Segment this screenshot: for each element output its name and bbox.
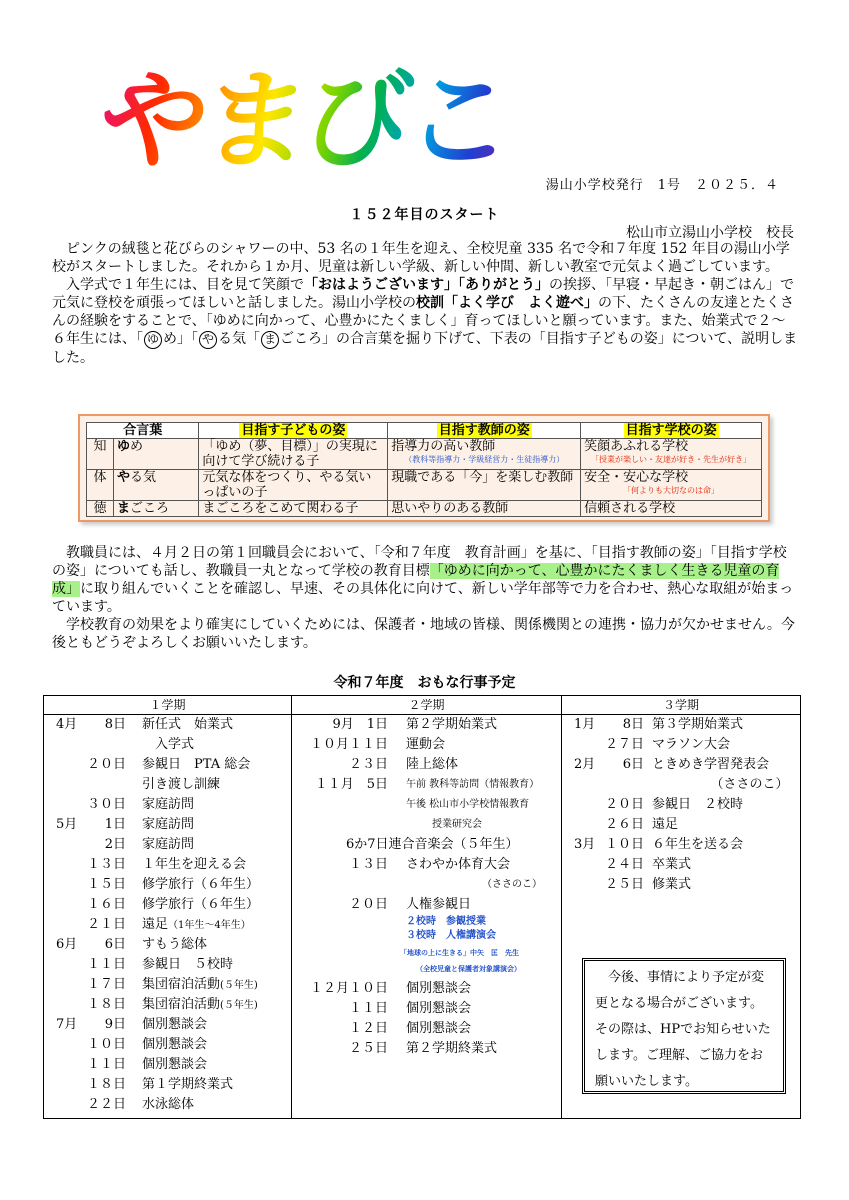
- event-row: [44, 995, 291, 1015]
- event-text: （全校児童と保護者対象講演会）: [416, 965, 521, 973]
- article-title: １５２年目のスタート: [349, 207, 500, 223]
- event-text: （ささのこ）: [652, 777, 789, 792]
- event-text: 個別懇談会: [142, 1057, 208, 1072]
- term1-column: [44, 696, 292, 1118]
- paragraph-2: [52, 276, 798, 367]
- event-text: ２校時 参観授業: [406, 916, 486, 927]
- event-row: [44, 815, 291, 835]
- event-row: [292, 999, 561, 1019]
- event-text: 個別懇談会: [406, 1021, 472, 1036]
- event-row: [292, 895, 561, 915]
- event-date: 9日: [104, 1017, 126, 1032]
- event-row: [292, 735, 561, 755]
- event-text: 運動会: [406, 737, 446, 752]
- goals-row-word: [113, 439, 198, 470]
- event-date: 9月 1日: [332, 717, 388, 732]
- event-month: 7月: [56, 1017, 78, 1032]
- event-text-main: 集団宿泊活動: [142, 977, 221, 992]
- event-month: 6月: [56, 937, 78, 952]
- event-row: [44, 895, 291, 915]
- issue-line: 湯山小学校発行 1号 ２０２５．４: [545, 178, 779, 193]
- goals-row-school: 信頼される学校: [581, 501, 762, 517]
- event-text: [142, 915, 251, 936]
- circled-char-ma: ま: [261, 331, 279, 349]
- event-text: 家庭訪問: [142, 837, 195, 852]
- event-text: 引き渡し訓練: [142, 777, 221, 792]
- event-row: [292, 875, 561, 895]
- event-row: [562, 815, 800, 835]
- event-row: [44, 1055, 291, 1075]
- goals-header-watchword: 合言葉: [87, 423, 199, 439]
- event-text: 修業式: [652, 877, 692, 892]
- event-row: [292, 1019, 561, 1039]
- event-row: [292, 795, 561, 815]
- goals-header-child-label: 目指す子どもの姿: [241, 423, 346, 438]
- term1-list: [44, 715, 291, 1115]
- p3-text-a: 教職員には、４月２日の第１回職員会において、「令和７年度 教育計画」を基に、「目指す教師の姿」「目指す学校の姿」についても話し、教職員一丸となって学校の教育目標: [52, 545, 787, 579]
- event-text: 個別懇談会: [142, 1037, 208, 1052]
- event-date: １１日: [86, 1057, 126, 1072]
- term3-column: [562, 696, 800, 1118]
- event-month: 5月: [56, 817, 78, 832]
- event-row: [292, 715, 561, 735]
- event-date: １１日: [86, 957, 126, 972]
- event-date: ２３日: [348, 757, 388, 772]
- event-date: １３日: [348, 857, 388, 872]
- event-date: ２６日: [604, 817, 644, 832]
- event-row: [292, 1039, 561, 1059]
- goals-table: [86, 422, 762, 517]
- event-row: [44, 1095, 291, 1115]
- circled-char-ya: や: [199, 331, 217, 349]
- event-date: 6日: [104, 937, 126, 952]
- event-row: [562, 715, 800, 735]
- event-row: [44, 935, 291, 955]
- event-text: 参観日 PTA 総会: [142, 757, 251, 772]
- event-row: [44, 735, 291, 755]
- event-date: １５日: [86, 877, 126, 892]
- event-text: 第２学期終業式: [406, 1041, 498, 1056]
- event-row: [44, 835, 291, 855]
- notice-box: [582, 958, 786, 1094]
- event-month: 2月: [574, 757, 596, 772]
- event-date: １０日: [604, 837, 644, 852]
- event-text-note: (５年生): [220, 980, 258, 991]
- term2-column: [292, 696, 562, 1118]
- event-date: 2日: [104, 837, 126, 852]
- goals-school-text: 笑顔あふれる学校: [584, 439, 689, 454]
- event-text: 授業研究会: [432, 819, 482, 830]
- event-text: 参観日 ５校時: [142, 957, 234, 972]
- schedule-title: 令和７年度 おもな行事予定: [333, 675, 516, 691]
- goals-row-word: [113, 501, 198, 517]
- goals-row-school: [581, 470, 762, 501]
- event-text: （ささのこ）: [482, 879, 542, 890]
- paragraph-3: [52, 544, 798, 616]
- goals-word-bold: ゆ: [116, 439, 130, 454]
- goals-row-school: [581, 439, 762, 470]
- goals-school-sub: 「何よりも大切なのは命」: [623, 486, 720, 495]
- goals-header-child: [199, 423, 388, 439]
- event-date: ３０日: [86, 797, 126, 812]
- goals-row-kanji: 徳: [87, 501, 114, 517]
- event-text: １年生を迎える会: [142, 857, 247, 872]
- event-row: [44, 975, 291, 995]
- event-text: 修学旅行（６年生）: [142, 877, 260, 892]
- schedule-table: [43, 695, 801, 1119]
- event-row: [562, 775, 800, 795]
- school-motto: 校訓「よく学び よく遊べ」: [416, 295, 598, 311]
- goals-header-school: [581, 423, 762, 439]
- event-date: ２７日: [604, 737, 644, 752]
- goals-row-child: 元気な体をつくり、やる気いっぱいの子: [199, 470, 388, 501]
- circled-char-yu: ゆ: [144, 331, 162, 349]
- event-text-main: 遠足: [142, 917, 169, 932]
- goals-word-rest: め: [129, 439, 143, 454]
- event-date: １１日: [348, 1001, 388, 1016]
- event-row: [292, 835, 561, 855]
- event-row: [44, 855, 291, 875]
- event-row: [562, 835, 800, 855]
- masthead-logo: やまびこ: [94, 62, 527, 182]
- event-date: １２日: [348, 1021, 388, 1036]
- event-date: １６日: [86, 897, 126, 912]
- event-row: [562, 755, 800, 775]
- event-row: [292, 979, 561, 999]
- event-row: [292, 855, 561, 875]
- goals-row-child: まごころをこめて関わる子: [199, 501, 388, 517]
- event-text: ６年生を送る会: [652, 837, 744, 852]
- event-date: １１月 5日: [314, 777, 388, 792]
- event-row: [292, 775, 561, 795]
- event-text: 家庭訪問: [142, 797, 195, 812]
- event-row: [562, 735, 800, 755]
- goals-word-bold: ま: [116, 501, 130, 516]
- goals-header-school-label: 目指す学校の姿: [625, 423, 717, 438]
- event-text: 6か7日連合音楽会（５年生）: [346, 837, 519, 852]
- event-text: 午後 松山市小学校情報教育: [406, 799, 530, 810]
- event-date: ２０日: [348, 897, 388, 912]
- article-author: 松山市立湯山小学校 校長: [626, 225, 794, 241]
- goals-row: [87, 439, 762, 470]
- event-text: 個別懇談会: [406, 1001, 472, 1016]
- event-date: ２５日: [348, 1041, 388, 1056]
- event-text: 個別懇談会: [406, 981, 472, 996]
- term1-header: １学期: [44, 696, 291, 715]
- p2-text-h: ごころ」の合言葉を掘り下げて、下表の「目指す子どもの姿」について、説明しました。: [52, 331, 798, 366]
- event-date: １３日: [86, 857, 126, 872]
- event-row: [44, 915, 291, 935]
- goals-teacher-sub: （教科等指導力・学級経営力・生徒指導力）: [404, 455, 565, 464]
- event-row: [44, 1075, 291, 1095]
- event-date: １８日: [86, 1077, 126, 1092]
- event-text: 第２学期始業式: [406, 717, 498, 732]
- event-row: [44, 755, 291, 775]
- goals-row-kanji: 知: [87, 439, 114, 470]
- p2-text-g: る気「: [218, 331, 260, 347]
- event-text: 人権参観日: [406, 897, 472, 912]
- goals-word-rest: ごころ: [129, 501, 169, 516]
- event-row: [562, 855, 800, 875]
- event-row: [44, 775, 291, 795]
- event-month: 4月: [56, 717, 78, 732]
- event-row: [44, 1015, 291, 1035]
- event-row: [44, 875, 291, 895]
- event-row: [562, 795, 800, 815]
- event-text: 第１学期終業式: [142, 1077, 234, 1092]
- goals-teacher-text: 指導力の高い教師: [391, 439, 496, 454]
- goals-header-row: [87, 423, 762, 439]
- event-text: 午前 教科等訪問（情報教育）: [406, 779, 540, 790]
- event-month: 1月: [574, 717, 596, 732]
- event-date: 8日: [622, 717, 644, 732]
- event-row: [292, 961, 561, 979]
- event-text: [142, 975, 258, 996]
- event-text: 第３学期始業式: [652, 717, 744, 732]
- greeting-emphasis: 「おはようございます」「ありがとう」: [304, 277, 549, 293]
- event-row: [44, 955, 291, 975]
- event-text-note: （1年生～4年生）: [168, 920, 251, 931]
- event-row: [292, 815, 561, 835]
- goals-word-rest: る気: [129, 470, 156, 485]
- goals-row-kanji: 体: [87, 470, 114, 501]
- event-row: [292, 755, 561, 775]
- event-text: 参観日 ２校時: [652, 797, 744, 812]
- event-text: ３校時 人権講演会: [406, 930, 496, 941]
- goals-row: [87, 470, 762, 501]
- goals-header-teacher: [388, 423, 581, 439]
- goals-school-text: 安全・安心な学校: [584, 470, 689, 485]
- event-date: １２月１０日: [309, 981, 388, 996]
- event-text: さわやか体育大会: [406, 857, 511, 872]
- event-row: [292, 929, 561, 945]
- goals-row-teacher: 現職である「今」を楽しむ教師: [388, 470, 581, 501]
- event-month: 3月: [574, 837, 596, 852]
- event-date: １０日: [86, 1037, 126, 1052]
- goals-header-teacher-label: 目指す教師の姿: [438, 423, 530, 438]
- event-date: ２０日: [604, 797, 644, 812]
- p3-text-c: に取り組んでいくことを確認し、早速、その具体化に向けて、新しい学年部等で力を合わせ、熱心な取組が始まっています。: [52, 581, 794, 615]
- event-date: １８日: [86, 997, 126, 1012]
- event-date: ２５日: [604, 877, 644, 892]
- event-date: 6日: [622, 757, 644, 772]
- event-row: [562, 875, 800, 895]
- goals-school-sub: 「授業が楽しい・友達が好き・先生が好き」: [591, 455, 752, 464]
- event-date: 8日: [104, 717, 126, 732]
- term3-list: [562, 715, 800, 895]
- paragraph-4: 学校教育の効果をより確実にしていくためには、保護者・地域の皆様、関係機関との連携・協力が欠かせません。今後ともどうぞよろしくお願いいたします。: [52, 617, 795, 651]
- notice-text: 今後、事情により予定が変更となる場合がございます。その際は、HPでお知らせいたします。ご理解、ご協力をお願いいたします。: [595, 970, 771, 1089]
- event-row: [44, 715, 291, 735]
- event-text: ときめき学習発表会: [652, 757, 770, 772]
- article-intro: [52, 240, 798, 367]
- event-text: 入学式: [142, 737, 195, 752]
- p2-text-f: め」「: [163, 331, 198, 347]
- event-row: [292, 915, 561, 929]
- event-text: [142, 995, 258, 1016]
- goals-row-teacher: [388, 439, 581, 470]
- event-date: ２１日: [86, 917, 126, 932]
- event-text: 「地球の上に生きる」中矢 匡 先生: [400, 949, 519, 957]
- event-date: ２２日: [86, 1097, 126, 1112]
- event-row: [44, 795, 291, 815]
- event-text: 水泳総体: [142, 1097, 195, 1112]
- paragraph-1: ピンクの絨毯と花びらのシャワーの中、53 名の１年生を迎え、全校児童 335 名で令和７年度 152 年目の湯山小学校がスタートしました。それから１か月、児童は新しい学級、新しい仲間、新しい教室で元気よく過ごしています。: [52, 241, 790, 275]
- event-date: ２０日: [86, 757, 126, 772]
- event-row: [292, 945, 561, 961]
- event-text: すもう総体: [142, 937, 208, 952]
- event-row: [44, 1035, 291, 1055]
- article-staff: [52, 544, 798, 652]
- goals-row-child: 「ゆめ（夢、目標）」の実現に向けて学び続ける子: [199, 439, 388, 470]
- event-date: 1日: [104, 817, 126, 832]
- event-text-main: 集団宿泊活動: [142, 997, 221, 1012]
- event-date: １７日: [86, 977, 126, 992]
- education-goal-highlight: 「ゆめに向かって、心豊かにたくましく生きる児童の育成」: [52, 563, 780, 597]
- goals-row-teacher: 思いやりのある教師: [388, 501, 581, 517]
- term2-header: ２学期: [292, 696, 561, 715]
- event-text-note: (５年生): [220, 1000, 258, 1011]
- p2-text-e: の下、たくさんの友達とたくさんの経験をすることで、「ゆめに向かって、心豊かにたくましく」育ってほしいと願っています。また、始業式で２～６年生には、「: [52, 295, 794, 347]
- p2-text-c: の挨拶、「早寝・早起き・朝ごはん」で元気に登校を頑張ってほしいと話しました。湯山小学校の: [52, 277, 794, 311]
- event-text: 個別懇談会: [142, 1017, 208, 1032]
- event-text: 卒業式: [652, 857, 692, 872]
- event-text: 新任式 始業式: [142, 717, 234, 732]
- event-date: ２４日: [604, 857, 644, 872]
- goals-word-bold: や: [116, 470, 130, 485]
- event-text: 陸上総体: [406, 757, 459, 772]
- goals-box: [78, 414, 770, 522]
- event-text: マラソン大会: [652, 737, 731, 752]
- event-date: １０月１１日: [309, 737, 388, 752]
- goals-row-word: [113, 470, 198, 501]
- event-text: 修学旅行（６年生）: [142, 897, 260, 912]
- event-text: 家庭訪問: [142, 817, 195, 832]
- p2-text-a: 入学式で１年生には、目を見て笑顔で: [66, 277, 304, 293]
- goals-row: [87, 501, 762, 517]
- term3-header: ３学期: [562, 696, 800, 715]
- event-text: 遠足: [652, 817, 679, 832]
